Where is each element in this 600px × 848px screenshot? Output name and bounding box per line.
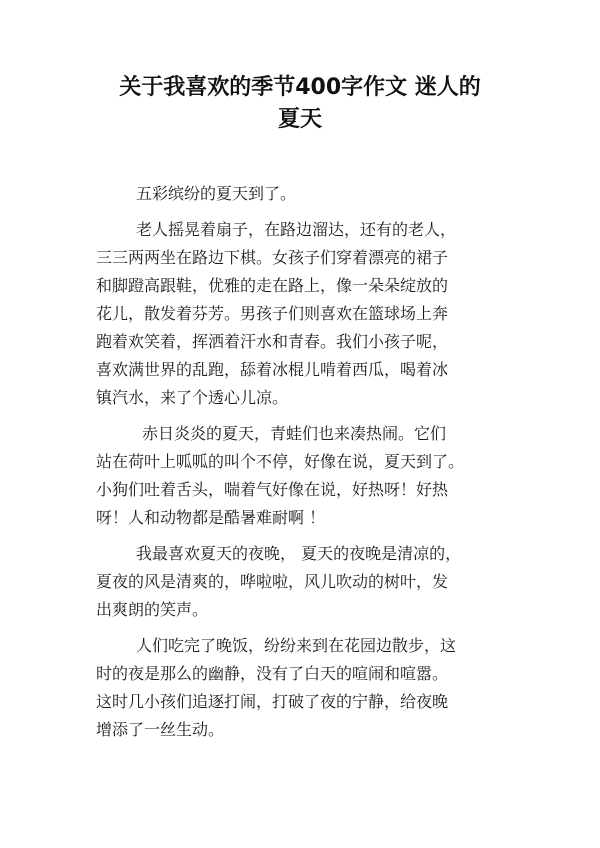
- text-line: 三三两两坐在路边下棋。女孩子们穿着漂亮的裙子: [96, 248, 449, 267]
- document-title: [70, 72, 530, 136]
- paragraph-5: [96, 632, 516, 744]
- text-line: 小狗们吐着舌头，喘着气好像在说，好热呀！好热: [96, 480, 449, 499]
- text-line: 增添了一丝生动。: [96, 720, 225, 739]
- text-line: 我最喜欢夏天的夜晚， 夏天的夜晚是清凉的，: [136, 544, 462, 563]
- text-line: 老人摇晃着扇子，在路边溜达，还有的老人，: [136, 220, 457, 239]
- text-line: 和脚蹬高跟鞋，优雅的走在路上，像一朵朵绽放的: [96, 276, 449, 295]
- paragraph-1: [96, 180, 516, 208]
- title-line-1: 关于我喜欢的季节400字作文 迷人的: [119, 75, 481, 100]
- paragraph-3: [96, 420, 516, 532]
- text-line: 跑着欢笑着，挥洒着汗水和青春。我们小孩子呢，: [96, 332, 449, 351]
- text-line: 喜欢满世界的乱跑，舔着冰棍儿啃着西瓜，喝着冰: [96, 360, 449, 379]
- text-line: 时的夜是那么的幽静，没有了白天的喧闹和喧嚣。: [96, 664, 449, 683]
- text-line: 呀！人和动物都是酷暑难耐啊 ！: [96, 508, 326, 527]
- text-line: 花儿，散发着芬芳。男孩子们则喜欢在篮球场上奔: [96, 304, 449, 323]
- text-line: 出爽朗的笑声。: [96, 600, 209, 619]
- title-line-2: 夏天: [277, 107, 322, 132]
- text-line: 镇汽水，来了个透心儿凉。: [96, 388, 289, 407]
- paragraph-4: [96, 540, 516, 624]
- paragraph-2: [96, 216, 516, 412]
- article-body: [96, 180, 516, 752]
- text-line: 赤日炎炎的夏天，青蛙们也来凑热闹。它们: [142, 424, 447, 443]
- text-line: 这时几小孩们追逐打闹，打破了夜的宁静，给夜晚: [96, 692, 449, 711]
- text-line: 夏夜的风是清爽的，哗啦啦，风儿吹动的树叶，发: [96, 572, 449, 591]
- text-line: 五彩缤纷的夏天到了。: [136, 184, 297, 203]
- text-line: 站在荷叶上呱呱的叫个不停，好像在说，夏天到了。: [96, 452, 465, 471]
- text-line: 人们吃完了晚饭，纷纷来到在花园边散步，这: [136, 636, 457, 655]
